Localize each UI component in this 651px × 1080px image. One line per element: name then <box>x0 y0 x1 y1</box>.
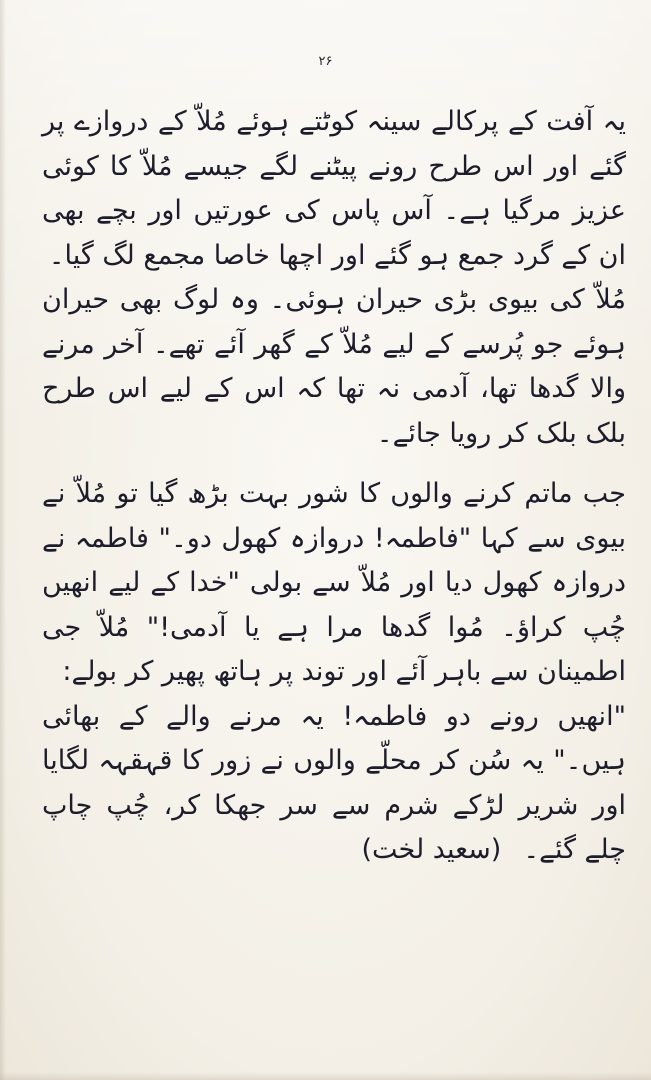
scan-shadow-bottom <box>0 1072 651 1080</box>
paragraph-2: مُلاّ کی بیوی بڑی حیران ہوئی۔ وہ لوگ بھی حیران ہوئے جو پُرسے کے لیے مُلاّ کے گھر آئے تھے۔ آخر مرنے والا گدھا تھا، آدمی نہ تھا کہ اس کے لیے اس طرح بلک بلک کر رویا جائے۔ <box>42 284 626 449</box>
paragraph-3: جب ماتم کرنے والوں کا شور بہت بڑھ گیا تو مُلاّ نے بیوی سے کہا "فاطمہ! دروازہ کھول دو۔" فاطمہ نے دروازہ کھول دیا اور مُلاّ سے بولی "خدا کے لیے انھیں چُپ کراؤ۔ مُوا گدھا مرا ہے یا آدمی!" مُلاّ جی اطمینان سے باہر آئے اور توند پر ہاتھ پھیر کر بولے: <box>42 478 626 687</box>
page-number: ۲۶ <box>318 54 333 69</box>
author-signature: (سعید لخت) <box>361 834 502 865</box>
paragraph-1: یہ آفت کے پرکالے سینہ کوٹتے ہوئے مُلاّ کے دروازے پر گئے اور اس طرح رونے پیٹنے لگے جیسے مُلاّ کا کوئی عزیز مرگیا ہے۔ آس پاس کی عورتیں اور بچے بھی ان کے گرد جمع ہو گئے اور اچھا خاصا مجمع لگ گیا۔ <box>42 106 626 271</box>
paragraph-4-text: "انھیں رونے دو فاطمہ! یہ مرنے والے کے بھائی ہیں۔" یہ سُن کر محلّے والوں نے زور کا قہقہہ لگایا اور شریر لڑکے شرم سے سر جھکا کر، چُپ چاپ چلے گئے۔ <box>42 700 626 865</box>
scan-shadow-left <box>0 0 6 1080</box>
story-text <box>42 100 626 873</box>
paragraph-4 <box>42 695 626 873</box>
